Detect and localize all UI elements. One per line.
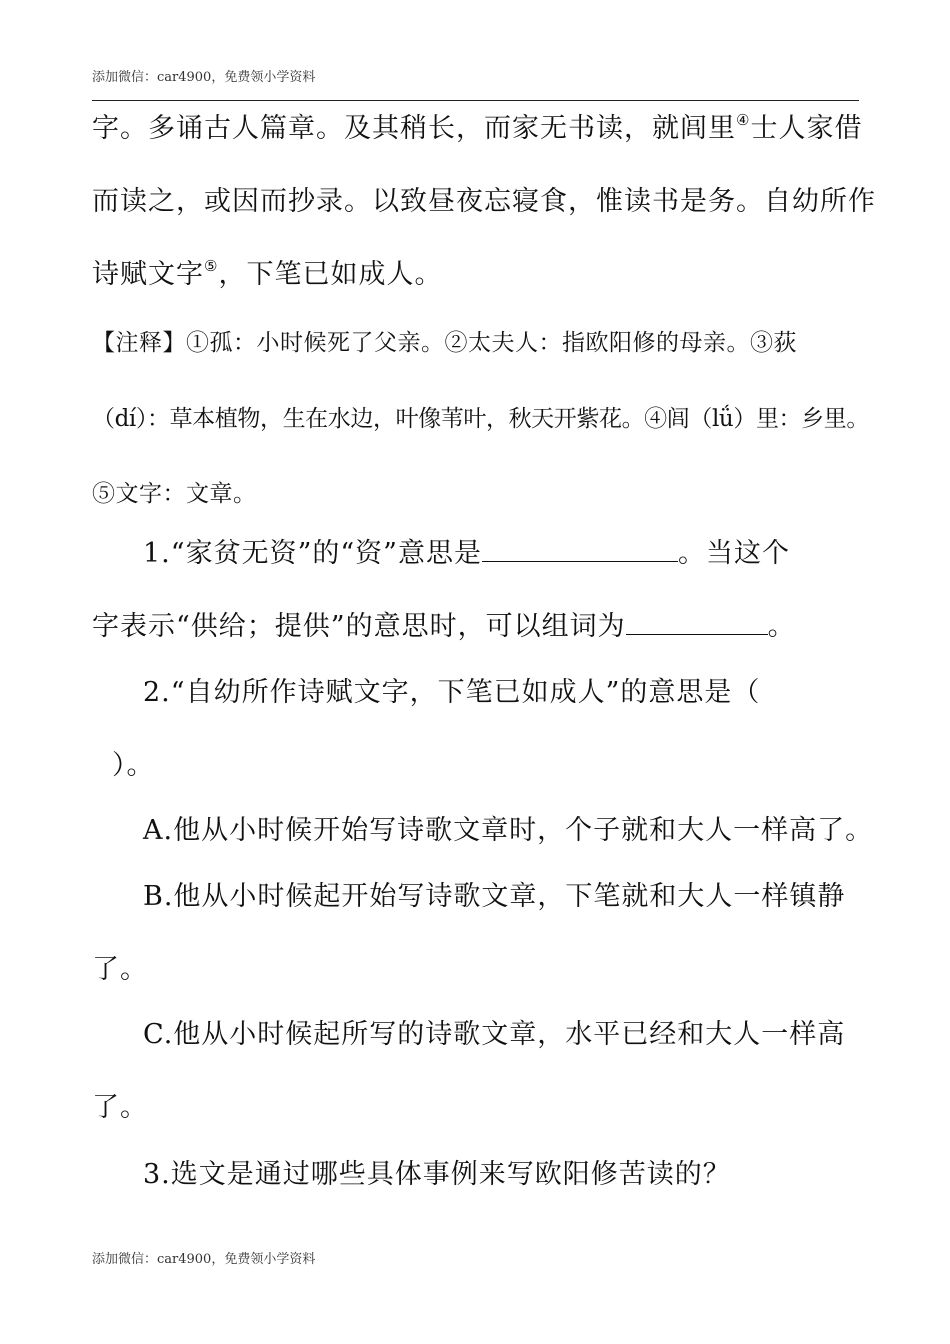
- notes-line-3: ⑤文字：文章。: [92, 481, 257, 507]
- footnote-marker: ⑤: [204, 257, 219, 275]
- option-c-line-2: 了。: [92, 1092, 148, 1123]
- question-1-line-2: [92, 610, 796, 644]
- passage-text: ，下笔已如成人。: [218, 259, 443, 290]
- option-b-line-2: 了。: [92, 954, 148, 985]
- passage-line-3: [92, 258, 442, 292]
- option-c-line-1: C.他从小时候起所写的诗歌文章，水平已经和大人一样高: [143, 1019, 846, 1050]
- passage-line-2: 而读之，或因而抄录。以致昼夜忘寝食，惟读书是务。自幼所作: [92, 186, 876, 217]
- question-1-line-1: [143, 537, 790, 571]
- question-2-line-1: 2.“自幼所作诗赋文字，下笔已如成人”的意思是（: [143, 677, 761, 708]
- footnote-marker: ④: [736, 111, 751, 129]
- question-text: 字表示“供给；提供”的意思时，可以组词为: [92, 611, 626, 642]
- answer-blank-meaning[interactable]: [482, 537, 678, 562]
- passage-text: 字。多诵古人篇章。及其稍长，而家无书读，就闾里: [92, 113, 736, 144]
- question-text: 。当这个: [677, 538, 790, 569]
- passage-line-1: [92, 112, 862, 146]
- answer-blank-word[interactable]: [626, 610, 768, 635]
- notes-line-1: 【注释】①孤：小时候死了父亲。②太夫人：指欧阳修的母亲。③荻: [92, 330, 797, 356]
- option-a: A.他从小时候开始写诗歌文章时，个子就和大人一样高了。: [143, 815, 874, 846]
- page-header: 添加微信：car4900，免费领小学资料: [92, 70, 316, 85]
- header-divider: [92, 100, 859, 101]
- passage-text: 士人家借: [750, 113, 863, 144]
- page-footer: 添加微信：car4900，免费领小学资料: [92, 1252, 316, 1267]
- question-2-line-2: ）。: [112, 750, 155, 781]
- notes-line-2: （dí）：草本植物，生在水边，叶像苇叶，秋天开紫花。④闾（lǘ）里：乡里。: [92, 406, 869, 432]
- option-b-line-1: B.他从小时候起开始写诗歌文章，下笔就和大人一样镇静: [143, 881, 846, 912]
- question-3: 3.选文是通过哪些具体事例来写欧阳修苦读的？: [143, 1159, 731, 1190]
- question-text: 1.“家贫无资”的“资”意思是: [143, 538, 482, 569]
- passage-text: 诗赋文字: [92, 259, 204, 290]
- question-text: 。: [767, 611, 796, 642]
